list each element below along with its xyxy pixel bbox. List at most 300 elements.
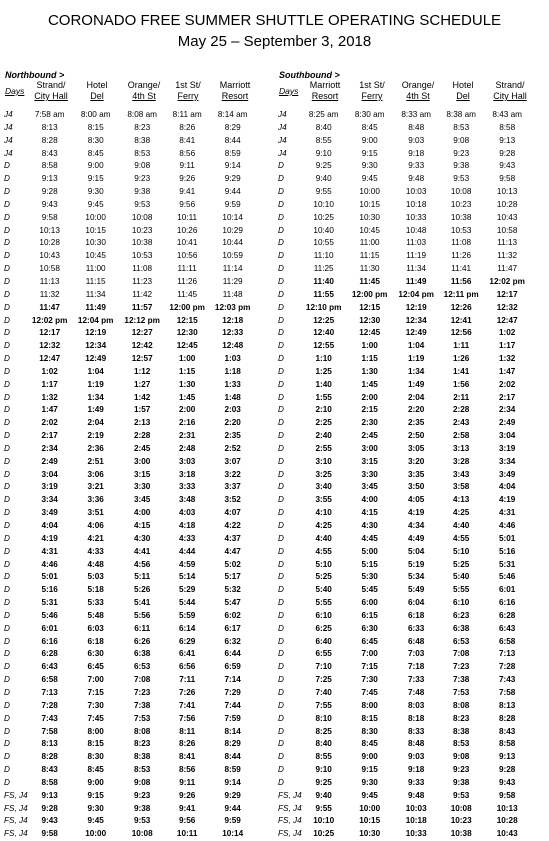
departure-time: 8:40 (315, 122, 332, 132)
days-code: D (278, 276, 284, 286)
departure-time: 9:15 (361, 148, 378, 158)
page-title: CORONADO FREE SUMMER SHUTTLE OPERATING SCHEDULE (47, 12, 502, 29)
departure-time: 11:03 (406, 238, 427, 248)
departure-time: 8:29 (224, 122, 241, 132)
departure-time: 11:14 (222, 264, 243, 274)
departure-time: 6:18 (87, 636, 104, 646)
departure-time: 1:04 (87, 366, 104, 376)
departure-time: 8:45 (361, 122, 378, 132)
departure-time: 6:01 (498, 585, 516, 595)
departure-time: 2:43 (452, 418, 470, 428)
departure-time: 9:23 (452, 765, 470, 775)
departure-time: 7:44 (224, 700, 241, 710)
departure-time: 8:28 (498, 713, 516, 723)
departure-time: 6:33 (407, 623, 425, 633)
departure-time: 2:13 (133, 418, 151, 428)
departure-time: 3:15 (361, 456, 378, 466)
departure-time: 12:30 (359, 315, 381, 325)
schedule-row (4, 507, 256, 520)
departure-time: 6:01 (41, 623, 58, 633)
days-code: D (278, 302, 284, 312)
departure-time: 9:45 (361, 174, 378, 184)
departure-time: 5:31 (498, 559, 516, 569)
departure-time: 7:25 (315, 675, 332, 685)
departure-time: 7:08 (133, 675, 151, 685)
southbound-stop-header (480, 80, 540, 102)
schedule-row (278, 417, 531, 430)
departure-time: 11:08 (132, 264, 153, 274)
departure-time: 5:46 (41, 610, 58, 620)
days-code: D (4, 276, 10, 286)
schedule-row (4, 160, 256, 173)
schedule-row (4, 726, 256, 739)
schedule-row (278, 302, 531, 315)
departure-time: 12:04 pm (77, 315, 114, 325)
departure-time: 3:05 (407, 443, 425, 453)
departure-time: 5:19 (407, 559, 425, 569)
departure-time: 8:23 (452, 713, 470, 723)
days-code: J4 (278, 148, 287, 158)
departure-time: 4:25 (452, 508, 470, 518)
departure-time: 8:08 (452, 700, 470, 710)
departure-time: 8:00 am (80, 110, 111, 119)
schedule-row (4, 148, 256, 161)
days-code: D (278, 174, 284, 184)
days-code: D (4, 521, 10, 530)
departure-time: 9:15 (87, 174, 104, 184)
departure-time: 8:58 (41, 777, 58, 787)
departure-time: 9:30 (361, 777, 378, 787)
schedule-row (278, 687, 531, 700)
days-code: FS, J4 (4, 816, 28, 826)
schedule-row (278, 379, 531, 392)
departure-time: 9:30 (87, 803, 104, 813)
schedule-row (278, 764, 531, 777)
departure-time: 6:58 (498, 636, 516, 646)
departure-time: 2:45 (133, 443, 151, 453)
departure-time: 8:00 (87, 726, 104, 736)
schedule-row (4, 648, 256, 661)
departure-time: 12:02 pm (31, 315, 68, 325)
days-code: D (4, 456, 10, 466)
departure-time: 5:30 (361, 572, 378, 582)
schedule-row (278, 340, 531, 353)
departure-time: 11:57 (131, 302, 153, 312)
departure-time: 9:11 (179, 161, 195, 171)
departure-time: 2:48 (178, 443, 196, 453)
days-code: D (278, 212, 284, 222)
departure-time: 4:33 (178, 533, 196, 543)
departure-time: 12:45 (359, 328, 381, 338)
schedule-row (278, 392, 531, 405)
departure-time: 9:18 (408, 148, 425, 158)
schedule-row (278, 289, 531, 302)
departure-time: 1:19 (87, 379, 104, 389)
schedule-row (4, 687, 256, 700)
schedule-row (278, 815, 531, 828)
departure-time: 12:33 (222, 328, 244, 338)
departure-time: 11:00 (85, 264, 106, 274)
departure-time: 9:38 (133, 803, 151, 813)
days-code: J4 (278, 122, 287, 132)
departure-time: 8:11 am (172, 110, 202, 119)
departure-time: 12:12 pm (124, 315, 160, 325)
departure-time: 8:45 (87, 148, 104, 158)
days-code: D (278, 623, 284, 633)
departure-time: 5:55 (452, 585, 470, 595)
departure-time: 1:02 (498, 328, 516, 338)
schedule-row (278, 507, 531, 520)
departure-time: 12:45 (176, 341, 198, 351)
departure-time: 9:53 (133, 816, 151, 826)
departure-time: 11:45 (359, 276, 380, 286)
departure-time: 8:38 (134, 135, 151, 145)
schedule-row (4, 546, 256, 559)
departure-time: 5:34 (407, 572, 425, 582)
days-code: D (278, 187, 284, 197)
departure-time: 1:42 (133, 392, 151, 402)
departure-time: 11:32 (39, 289, 60, 299)
days-code: D (278, 739, 284, 749)
departure-time: 12:57 (131, 354, 153, 364)
schedule-row (278, 623, 531, 636)
departure-time: 1:10 (315, 354, 332, 364)
departure-time: 10:11 (177, 212, 198, 222)
schedule-row (278, 237, 531, 250)
departure-time: 7:45 (87, 713, 104, 723)
departure-time: 4:30 (133, 533, 151, 543)
departure-time: 6:55 (315, 649, 332, 659)
schedule-row (4, 571, 256, 584)
departure-time: 9:00 (361, 135, 378, 145)
departure-time: 7:23 (452, 662, 470, 672)
departure-time: 8:59 (224, 765, 241, 775)
departure-time: 1:34 (87, 392, 104, 402)
departure-time: 7:45 (361, 687, 378, 697)
schedule-row (278, 430, 531, 443)
departure-time: 5:16 (498, 546, 516, 556)
days-code: D (4, 469, 10, 479)
days-code: FS, J4 (278, 816, 302, 826)
departure-time: 4:00 (133, 508, 151, 518)
departure-time: 11:47 (497, 264, 518, 274)
departure-time: 4:18 (178, 521, 196, 530)
departure-time: 11:48 (222, 289, 243, 299)
departure-time: 10:08 (131, 212, 153, 222)
departure-time: 5:55 (315, 598, 332, 608)
departure-time: 10:41 (176, 238, 198, 248)
departure-time: 11:13 (39, 276, 60, 286)
departure-time: 8:30 am (354, 110, 385, 119)
departure-time: 5:14 (178, 572, 196, 582)
days-code: D (278, 392, 284, 402)
stop-name-line2: City Hall (34, 91, 68, 101)
departure-time: 3:48 (178, 495, 196, 505)
departure-time: 3:03 (178, 456, 196, 466)
departure-time: 3:34 (41, 495, 58, 505)
schedule-row (278, 315, 531, 328)
departure-time: 12:32 (496, 302, 518, 312)
days-code: D (4, 649, 10, 659)
departure-time: 5:04 (407, 546, 425, 556)
days-code: D (278, 726, 284, 736)
departure-time: 11:49 (405, 276, 427, 286)
departure-time: 8:11 (179, 726, 196, 736)
departure-time: 3:30 (133, 482, 151, 492)
departure-time: 2:55 (315, 443, 332, 453)
departure-time: 1:41 (452, 366, 470, 376)
schedule-row (278, 173, 531, 186)
schedule-row (278, 648, 531, 661)
days-code: D (4, 212, 10, 222)
departure-time: 12:47 (39, 354, 61, 364)
departure-time: 8:43 (41, 148, 58, 158)
departure-time: 9:26 (178, 790, 196, 800)
departure-time: 4:44 (178, 546, 196, 556)
days-code: D (278, 752, 284, 762)
schedule-row (278, 186, 531, 199)
departure-time: 6:26 (133, 636, 151, 646)
departure-time: 4:48 (87, 559, 104, 569)
departure-time: 9:18 (407, 765, 425, 775)
departure-time: 8:30 (87, 135, 104, 145)
departure-time: 10:55 (313, 238, 334, 248)
departure-time: 10:26 (176, 225, 198, 235)
schedule-row (278, 803, 531, 816)
departure-time: 10:11 (176, 829, 198, 839)
days-code: D (4, 302, 10, 312)
days-code: D (4, 225, 10, 235)
days-code: D (4, 379, 10, 389)
northbound-days-header: Days (5, 86, 25, 96)
departure-time: 8:56 (179, 148, 196, 158)
departure-time: 11:26 (451, 251, 472, 261)
departure-time: 10:15 (359, 199, 380, 209)
departure-time: 11:26 (177, 276, 198, 286)
departure-time: 4:07 (224, 508, 241, 518)
departure-time: 5:32 (224, 585, 241, 595)
departure-time: 8:10 (315, 713, 332, 723)
departure-time: 8:29 (224, 739, 241, 749)
days-code: J4 (4, 110, 13, 119)
departure-time: 12:30 (176, 328, 198, 338)
departure-time: 8:23 (134, 122, 151, 132)
departure-time: 5:01 (498, 533, 516, 543)
departure-time: 3:50 (407, 482, 425, 492)
departure-time: 3:43 (452, 469, 470, 479)
departure-time: 6:15 (361, 610, 378, 620)
stop-name-line2: 4th St (132, 91, 156, 101)
departure-time: 7:11 (179, 675, 196, 685)
departure-time: 8:55 (315, 752, 332, 762)
departure-time: 12:04 pm (398, 289, 434, 299)
departure-time: 3:34 (498, 456, 516, 466)
departure-time: 7:03 (407, 649, 425, 659)
days-code: D (278, 379, 284, 389)
departure-time: 6:30 (87, 649, 104, 659)
schedule-row (4, 340, 256, 353)
departure-time: 10:25 (313, 212, 334, 222)
departure-time: 4:00 (361, 495, 378, 505)
departure-time: 5:25 (315, 572, 332, 582)
days-code: D (278, 675, 284, 685)
departure-time: 3:49 (41, 508, 58, 518)
departure-time: 5:02 (224, 559, 241, 569)
schedule-row (4, 815, 256, 828)
schedule-row (278, 404, 531, 417)
days-code: D (278, 366, 284, 376)
departure-time: 9:38 (452, 777, 470, 787)
departure-time: 5:46 (498, 572, 516, 582)
schedule-row (4, 764, 256, 777)
schedule-row (4, 109, 256, 122)
departure-time: 10:18 (405, 199, 427, 209)
days-code: D (278, 238, 284, 248)
northbound-stop-header (205, 80, 265, 102)
departure-time: 1:32 (498, 354, 516, 364)
departure-time: 5:15 (361, 559, 378, 569)
departure-time: 12:56 (450, 328, 472, 338)
departure-time: 9:53 (453, 174, 470, 184)
departure-time: 10:00 (359, 187, 380, 197)
days-code: D (278, 264, 284, 274)
departure-time: 2:34 (498, 405, 516, 415)
departure-time: 11:25 (313, 264, 334, 274)
departure-time: 7:38 (452, 675, 470, 685)
departure-time: 1:45 (361, 379, 378, 389)
departure-time: 12:55 (313, 341, 335, 351)
departure-time: 5:33 (87, 598, 104, 608)
departure-time: 7:26 (178, 687, 196, 697)
departure-time: 2:02 (498, 379, 516, 389)
departure-time: 10:45 (85, 251, 106, 261)
departure-time: 8:26 (178, 739, 196, 749)
departure-time: 6:45 (87, 662, 104, 672)
departure-time: 3:51 (87, 508, 104, 518)
departure-time: 7:38 (133, 700, 151, 710)
departure-time: 10:43 (496, 829, 518, 839)
departure-time: 11:23 (132, 276, 153, 286)
departure-time: 6:23 (452, 610, 470, 620)
departure-time: 10:56 (176, 251, 198, 261)
departure-time: 9:13 (41, 790, 58, 800)
departure-time: 1:17 (498, 341, 516, 351)
departure-time: 6:02 (224, 610, 241, 620)
departure-time: 9:10 (315, 148, 332, 158)
schedule-row (278, 148, 531, 161)
departure-time: 8:44 (224, 135, 241, 145)
schedule-row (278, 276, 531, 289)
departure-time: 5:01 (41, 572, 58, 582)
schedule-row (4, 623, 256, 636)
departure-time: 8:33 am (401, 110, 431, 119)
departure-time: 9:58 (41, 212, 58, 222)
departure-time: 1:11 (453, 341, 470, 351)
departure-time: 5:10 (315, 559, 332, 569)
schedule-row (4, 276, 256, 289)
departure-time: 8:56 (178, 765, 196, 775)
departure-time: 9:33 (407, 777, 425, 787)
departure-time: 10:43 (39, 251, 60, 261)
schedule-row (4, 315, 256, 328)
schedule-row (4, 456, 256, 469)
departure-time: 6:44 (224, 649, 241, 659)
departure-time: 1:19 (407, 354, 425, 364)
departure-time: 7:13 (498, 649, 516, 659)
departure-time: 9:00 (361, 752, 378, 762)
days-code: D (278, 469, 284, 479)
days-code: D (278, 713, 284, 723)
stop-name-line2: Ferry (361, 91, 383, 101)
departure-time: 10:30 (359, 829, 381, 839)
departure-time: 3:49 (498, 469, 516, 479)
departure-time: 2:28 (452, 405, 470, 415)
departure-time: 4:55 (315, 546, 332, 556)
departure-time: 1:55 (315, 392, 332, 402)
departure-time: 12:17 (496, 289, 518, 299)
departure-time: 9:25 (315, 777, 332, 787)
departure-time: 9:28 (41, 803, 58, 813)
schedule-row (278, 597, 531, 610)
schedule-row (278, 135, 531, 148)
schedule-row (278, 443, 531, 456)
departure-time: 11:30 (359, 264, 380, 274)
departure-time: 9:03 (407, 752, 425, 762)
departure-time: 9:38 (134, 187, 151, 197)
departure-time: 12:00 pm (351, 289, 388, 299)
departure-time: 6:18 (407, 610, 425, 620)
departure-time: 9:26 (179, 174, 196, 184)
departure-time: 11:10 (313, 251, 334, 261)
departure-time: 12:02 pm (489, 276, 525, 286)
days-code: D (4, 739, 10, 749)
stop-name-line1: Hotel (86, 80, 108, 90)
stop-name-line2: Resort (221, 91, 249, 101)
departure-time: 10:25 (313, 829, 335, 839)
departure-time: 10:58 (496, 225, 518, 235)
departure-time: 2:28 (133, 431, 151, 441)
departure-time: 9:45 (87, 199, 104, 209)
departure-time: 2:45 (361, 431, 378, 441)
schedule-row (4, 700, 256, 713)
departure-time: 10:00 (359, 803, 381, 813)
departure-time: 9:58 (41, 829, 58, 839)
departure-time: 6:59 (224, 662, 241, 672)
departure-time: 2:49 (41, 456, 58, 466)
departure-time: 1:34 (407, 366, 425, 376)
days-code: D (4, 777, 10, 787)
schedule-row (4, 494, 256, 507)
departure-time: 1:18 (224, 366, 241, 376)
departure-time: 4:19 (41, 533, 58, 543)
departure-time: 11:42 (132, 289, 153, 299)
departure-time: 5:56 (133, 610, 151, 620)
departure-time: 10:48 (405, 225, 427, 235)
departure-time: 9:56 (179, 199, 196, 209)
departure-time: 9:03 (408, 135, 425, 145)
departure-time: 1:12 (133, 366, 151, 376)
schedule-row (278, 250, 531, 263)
days-code: D (278, 341, 284, 351)
departure-time: 4:49 (407, 533, 425, 543)
departure-time: 10:23 (450, 199, 472, 209)
departure-time: 12:40 (313, 328, 335, 338)
schedule-row (278, 212, 531, 225)
departure-time: 8:58 (41, 161, 58, 171)
departure-time: 9:15 (87, 790, 104, 800)
days-code: D (4, 187, 10, 197)
schedule-row (4, 417, 256, 430)
